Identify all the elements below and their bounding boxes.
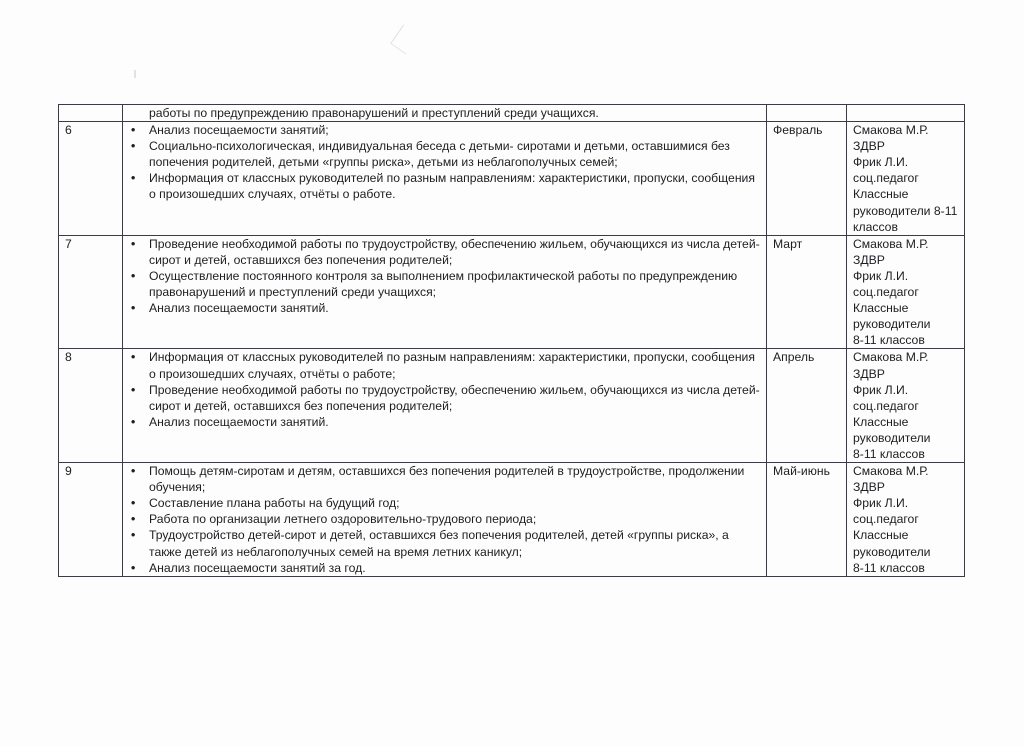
responsible-line: Смакова М.Р. ЗДВР — [853, 123, 929, 154]
responsible-line: Фрик Л.И. соц.педагог — [853, 155, 919, 186]
row-number-cell: 8 — [59, 349, 123, 463]
table-row — [59, 122, 965, 236]
responsible-line: Фрик Л.И. соц.педагог — [853, 268, 919, 300]
month-cell: Май-июнь — [767, 463, 847, 577]
activities-cell — [123, 349, 767, 463]
activity-list — [129, 463, 762, 576]
activity-list — [129, 122, 762, 202]
activity-item: • Помощь детям-сиротам и детям, оставшихся без попечения родителей в трудоустройстве, продолжении обучения; — [129, 463, 762, 495]
activity-text-continuation: работы по предупреждению правонарушений и преступлений среди учащихся. — [149, 106, 599, 120]
activity-item: • Проведение необходимой работы по трудоустройству, обеспечению жильем, обучающихся из числа детей-сирот и детей, оставшихся без попечения родителей; — [129, 236, 762, 268]
activity-item: • Информация от классных руководителей по разным направлениям: характеристики, пропуски, сообщения о произошедших случаях, отчёты о работе; — [129, 349, 762, 381]
month-cell — [767, 105, 847, 122]
responsible-cell — [847, 105, 965, 122]
scan-artifact — [390, 25, 419, 55]
activity-item: • Трудоустройство детей-сирот и детей, оставшихся без попечения родителей, детей «группы риска», а также детей из неблагополучных семей на время летних каникул; — [129, 527, 762, 559]
activity-item: • Осуществление постоянного контроля за выполнением профилактической работы по предупреждению правонарушений и преступлений среди учащихся; — [129, 268, 762, 300]
month-cell: Февраль — [767, 122, 847, 236]
activities-cell — [123, 122, 767, 236]
responsible-line: Смакова М.Р. ЗДВР — [853, 464, 929, 495]
responsible-line: Смакова М.Р. ЗДВР — [853, 350, 929, 381]
activities-cell — [123, 463, 767, 577]
activity-item: • Работа по организации летнего оздоровительно-трудового периода; — [129, 511, 762, 527]
responsible-cell — [847, 349, 965, 463]
activity-item: • Анализ посещаемости занятий. — [129, 300, 762, 316]
activity-item: • Составление плана работы на будущий год; — [129, 495, 762, 511]
activities-cell — [123, 105, 767, 122]
responsible-cell — [847, 235, 965, 349]
month-cell: Март — [767, 235, 847, 349]
responsible-line: 8-11 классов — [853, 333, 925, 348]
row-number-cell: 6 — [59, 122, 123, 236]
activities-cell — [123, 235, 767, 349]
activity-item: • Социально-психологическая, индивидуальная беседа с детьми- сиротами и детьми, оставшимися без попечения родителей, детьми «группы риска», детьми из неблагополучных семей; — [129, 138, 762, 170]
responsible-line: Классные руководители 8-11 классов — [853, 187, 958, 234]
table-row — [59, 235, 965, 349]
table-row-continuation — [59, 105, 965, 122]
responsible-line: 8-11 классов — [853, 446, 925, 461]
activity-list — [129, 349, 762, 429]
row-number-cell: 7 — [59, 235, 123, 349]
activity-list — [129, 236, 762, 316]
responsible-line: Смакова М.Р. ЗДВР — [853, 236, 929, 267]
row-number-cell — [59, 105, 123, 122]
activity-plan-table — [58, 104, 965, 577]
responsible-line: 8-11 классов — [853, 560, 925, 575]
responsible-line: Фрик Л.И. соц.педагог — [853, 496, 919, 527]
responsible-cell — [847, 122, 965, 236]
responsible-line: Классные руководители — [853, 301, 931, 332]
scan-artifact-dot — [134, 70, 136, 78]
activity-item: • Анализ посещаемости занятий; — [129, 122, 762, 138]
activity-item: • Информация от классных руководителей по разным направлениям: характеристики, пропуски, сообщения о произошедших случаях, отчёты о работе. — [129, 170, 762, 202]
row-number-cell: 9 — [59, 463, 123, 577]
responsible-cell — [847, 463, 965, 577]
responsible-line: Классные руководители — [853, 414, 931, 445]
table-row — [59, 349, 965, 463]
activity-item: • Анализ посещаемости занятий за год. — [129, 560, 762, 576]
activity-item: • Анализ посещаемости занятий. — [129, 414, 762, 430]
activity-item: • Проведение необходимой работы по трудоустройству, обеспечению жильем, обучающихся из числа детей-сирот и детей, оставшихся без попечения родителей; — [129, 382, 762, 414]
responsible-line: Классные руководители — [853, 528, 931, 559]
responsible-line: Фрик Л.И. соц.педагог — [853, 382, 919, 413]
table-row — [59, 463, 965, 577]
month-cell: Апрель — [767, 349, 847, 463]
